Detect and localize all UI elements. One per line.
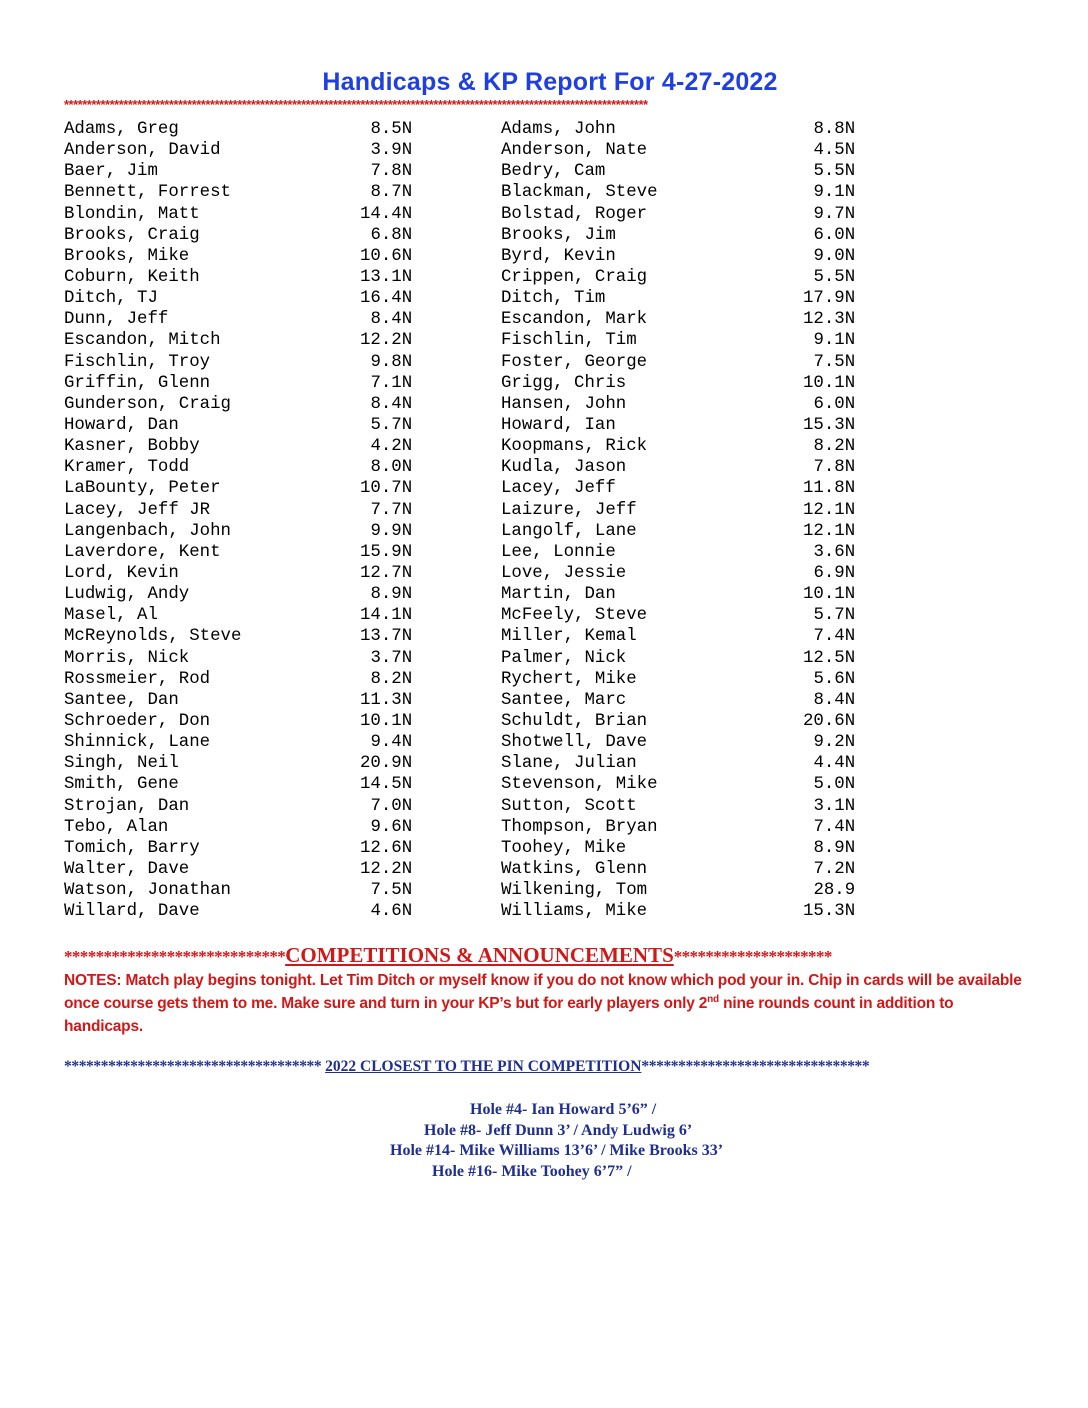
report-title: Handicaps & KP Report For 4-27-2022 xyxy=(322,68,778,96)
competitions-heading xyxy=(64,943,964,968)
player-name: Langolf, Lane xyxy=(501,521,637,541)
player-handicap: 12.6N xyxy=(360,838,413,858)
player-handicap: 4.6N xyxy=(370,902,413,922)
player-handicap: 9.1N xyxy=(813,183,856,203)
player-handicap: 8.2N xyxy=(370,669,413,689)
player-handicap: 10.1N xyxy=(803,373,856,393)
player-name: Singh, Neil xyxy=(64,754,179,774)
player-handicap: 7.2N xyxy=(813,859,856,879)
player-name: Watkins, Glenn xyxy=(501,859,648,879)
ctp-heading-text: 2022 CLOSEST TO THE PIN COMPETITION xyxy=(325,1058,642,1075)
player-handicap: 8.0N xyxy=(370,458,413,478)
player-name: Rychert, Mike xyxy=(501,669,637,689)
player-name: Anderson, David xyxy=(64,141,221,161)
player-handicap: 7.8N xyxy=(370,162,413,182)
player-name: Byrd, Kevin xyxy=(501,246,616,266)
player-name: Brooks, Jim xyxy=(501,225,616,245)
player-name: Palmer, Nick xyxy=(501,648,627,668)
notes-text-end: nine rounds count in addition to handicaps. xyxy=(64,995,954,1035)
player-name: Stevenson, Mike xyxy=(501,775,658,795)
player-handicap: 5.7N xyxy=(370,415,413,435)
notes-text: NOTES: Match play begins tonight. Let Tim Ditch or myself know if you do not know which pod your in. Chip in cards will be available once course gets them to me. Make sure and turn in your KP’s but for early players only 2 xyxy=(64,972,1022,1012)
ctp-stars-right: ******************************* xyxy=(641,1058,870,1075)
player-handicap: 28.9 xyxy=(813,881,856,901)
player-handicap: 13.1N xyxy=(360,267,413,287)
player-name: Shinnick, Lane xyxy=(64,733,211,753)
player-handicap: 9.6N xyxy=(370,817,413,837)
player-handicap: 5.6N xyxy=(813,669,856,689)
player-name: Escandon, Mitch xyxy=(64,331,221,351)
player-name: LaBounty, Peter xyxy=(64,479,221,499)
ctp-stars-left: *********************************** xyxy=(64,1058,322,1075)
player-name: Lacey, Jeff xyxy=(501,479,616,499)
player-handicap: 8.9N xyxy=(370,585,413,605)
player-handicap: 4.5N xyxy=(813,141,856,161)
player-name: Bennett, Forrest xyxy=(64,183,231,203)
player-name: Langenbach, John xyxy=(64,521,231,541)
player-name: Williams, Mike xyxy=(501,902,648,922)
player-name: Lacey, Jeff JR xyxy=(64,500,211,520)
player-name: Brooks, Mike xyxy=(64,246,190,266)
player-name: Morris, Nick xyxy=(64,648,190,668)
player-handicap: 4.4N xyxy=(813,754,856,774)
notes-superscript: nd xyxy=(707,993,719,1005)
player-name: Walter, Dave xyxy=(64,859,190,879)
player-handicap: 8.4N xyxy=(813,690,856,710)
player-handicap: 15.3N xyxy=(803,415,856,435)
player-name: Dunn, Jeff xyxy=(64,310,169,330)
kp-hole-14: Hole #14- Mike Williams 13’6’ / Mike Brooks 33’ xyxy=(390,1142,724,1159)
player-handicap: 7.0N xyxy=(370,796,413,816)
player-handicap: 12.2N xyxy=(360,859,413,879)
player-handicap: 12.7N xyxy=(360,563,413,583)
player-name: Gunderson, Craig xyxy=(64,394,231,414)
player-name: Baer, Jim xyxy=(64,162,158,182)
player-handicap: 8.9N xyxy=(813,838,856,858)
player-handicap: 10.1N xyxy=(803,585,856,605)
player-name: Griffin, Glenn xyxy=(64,373,211,393)
player-name: Kudla, Jason xyxy=(501,458,627,478)
player-handicap: 9.9N xyxy=(370,521,413,541)
player-name: Hansen, John xyxy=(501,394,627,414)
player-handicap: 11.8N xyxy=(803,479,856,499)
player-handicap: 14.4N xyxy=(360,204,413,224)
player-name: Lee, Lonnie xyxy=(501,542,616,562)
player-name: Martin, Dan xyxy=(501,585,616,605)
player-handicap: 16.4N xyxy=(360,289,413,309)
player-handicap: 8.4N xyxy=(370,394,413,414)
player-handicap: 10.1N xyxy=(360,711,413,731)
announcement-notes xyxy=(64,969,1024,1038)
player-handicap: 3.1N xyxy=(813,796,856,816)
player-handicap: 9.4N xyxy=(370,733,413,753)
player-name: Strojan, Dan xyxy=(64,796,190,816)
player-name: Fischlin, Troy xyxy=(64,352,211,372)
heading-stars-right: ******************** xyxy=(673,947,832,966)
player-name: Wilkening, Tom xyxy=(501,881,648,901)
player-name: Toohey, Mike xyxy=(501,838,627,858)
player-name: Howard, Dan xyxy=(64,415,179,435)
player-handicap: 9.0N xyxy=(813,246,856,266)
ctp-heading xyxy=(64,1058,1034,1076)
player-name: Howard, Ian xyxy=(501,415,616,435)
player-handicap: 8.7N xyxy=(370,183,413,203)
player-name: Brooks, Craig xyxy=(64,225,200,245)
player-name: Santee, Marc xyxy=(501,690,627,710)
player-name: Fischlin, Tim xyxy=(501,331,637,351)
player-name: Slane, Julian xyxy=(501,754,637,774)
player-handicap: 15.3N xyxy=(803,902,856,922)
player-handicap: 9.7N xyxy=(813,204,856,224)
player-handicap: 15.9N xyxy=(360,542,413,562)
player-name: Anderson, Nate xyxy=(501,141,648,161)
player-handicap: 7.8N xyxy=(813,458,856,478)
player-name: Kasner, Bobby xyxy=(64,437,200,457)
player-name: Ludwig, Andy xyxy=(64,585,190,605)
player-name: McFeely, Steve xyxy=(501,606,648,626)
player-handicap: 8.2N xyxy=(813,437,856,457)
player-name: Lord, Kevin xyxy=(64,563,179,583)
player-name: Escandon, Mark xyxy=(501,310,648,330)
player-handicap: 12.5N xyxy=(803,648,856,668)
player-handicap: 5.7N xyxy=(813,606,856,626)
player-handicap: 7.4N xyxy=(813,817,856,837)
player-name: Love, Jessie xyxy=(501,563,627,583)
player-name: Ditch, TJ xyxy=(64,289,158,309)
player-name: Santee, Dan xyxy=(64,690,179,710)
player-handicap: 5.5N xyxy=(813,267,856,287)
player-handicap: 3.9N xyxy=(370,141,413,161)
heading-stars-left: **************************** xyxy=(64,947,286,966)
player-name: Willard, Dave xyxy=(64,902,200,922)
player-name: Kramer, Todd xyxy=(64,458,190,478)
player-name: Laizure, Jeff xyxy=(501,500,637,520)
player-name: Coburn, Keith xyxy=(64,267,200,287)
player-handicap: 14.1N xyxy=(360,606,413,626)
player-name: Grigg, Chris xyxy=(501,373,627,393)
player-name: Adams, Greg xyxy=(64,120,179,139)
player-handicap: 12.2N xyxy=(360,331,413,351)
player-handicap: 17.9N xyxy=(803,289,856,309)
player-handicap: 5.0N xyxy=(813,775,856,795)
kp-hole-8: Hole #8- Jeff Dunn 3’ / Andy Ludwig 6’ xyxy=(424,1122,693,1139)
player-name: Schroeder, Don xyxy=(64,711,211,731)
player-name: Koopmans, Rick xyxy=(501,437,648,457)
player-name: Rossmeier, Rod xyxy=(64,669,211,689)
player-name: Laverdore, Kent xyxy=(64,542,221,562)
player-handicap: 8.8N xyxy=(813,120,856,139)
player-name: Tebo, Alan xyxy=(64,817,169,837)
player-handicap: 7.1N xyxy=(370,373,413,393)
player-handicap: 7.4N xyxy=(813,627,856,647)
player-handicap: 6.9N xyxy=(813,563,856,583)
player-name: Smith, Gene xyxy=(64,775,179,795)
player-handicap: 9.1N xyxy=(813,331,856,351)
player-name: Watson, Jonathan xyxy=(64,881,231,901)
player-name: Thompson, Bryan xyxy=(501,817,658,837)
player-name: Shotwell, Dave xyxy=(501,733,648,753)
player-name: Miller, Kemal xyxy=(501,627,637,647)
kp-hole-4: Hole #4- Ian Howard 5’6” / xyxy=(470,1101,657,1118)
player-handicap: 3.6N xyxy=(813,542,856,562)
kp-hole-16: Hole #16- Mike Toohey 6’7” / xyxy=(432,1163,632,1180)
player-handicap: 3.7N xyxy=(370,648,413,668)
player-handicap: 7.7N xyxy=(370,500,413,520)
player-handicap: 11.3N xyxy=(360,690,413,710)
player-handicap: 4.2N xyxy=(370,437,413,457)
player-name: Tomich, Barry xyxy=(64,838,200,858)
player-name: McReynolds, Steve xyxy=(64,627,242,647)
player-name: Blondin, Matt xyxy=(64,204,200,224)
player-name: Foster, George xyxy=(501,352,648,372)
player-handicap: 5.5N xyxy=(813,162,856,182)
player-handicap: 7.5N xyxy=(813,352,856,372)
player-handicap: 6.0N xyxy=(813,225,856,245)
player-handicap: 9.2N xyxy=(813,733,856,753)
player-handicap: 8.5N xyxy=(370,120,413,139)
player-handicap: 6.8N xyxy=(370,225,413,245)
player-handicap: 20.6N xyxy=(803,711,856,731)
player-name: Bedry, Cam xyxy=(501,162,606,182)
player-handicap: 12.3N xyxy=(803,310,856,330)
player-name: Schuldt, Brian xyxy=(501,711,648,731)
player-name: Adams, John xyxy=(501,120,616,139)
player-name: Bolstad, Roger xyxy=(501,204,648,224)
player-name: Crippen, Craig xyxy=(501,267,648,287)
player-name: Blackman, Steve xyxy=(501,183,658,203)
player-handicap: 12.1N xyxy=(803,521,856,541)
competitions-heading-text: COMPETITIONS & ANNOUNCEMENTS xyxy=(285,943,674,967)
player-name: Sutton, Scott xyxy=(501,796,637,816)
player-handicap: 13.7N xyxy=(360,627,413,647)
player-handicap: 6.0N xyxy=(813,394,856,414)
star-divider: ******************************************************************************************************************************** xyxy=(64,98,648,112)
player-handicap: 10.6N xyxy=(360,246,413,266)
player-name: Ditch, Tim xyxy=(501,289,606,309)
player-handicap: 20.9N xyxy=(360,754,413,774)
player-handicap: 14.5N xyxy=(360,775,413,795)
player-handicap: 12.1N xyxy=(803,500,856,520)
player-handicap: 7.5N xyxy=(370,881,413,901)
player-handicap: 8.4N xyxy=(370,310,413,330)
player-handicap: 10.7N xyxy=(360,479,413,499)
player-handicap: 9.8N xyxy=(370,352,413,372)
player-name: Masel, Al xyxy=(64,606,158,626)
